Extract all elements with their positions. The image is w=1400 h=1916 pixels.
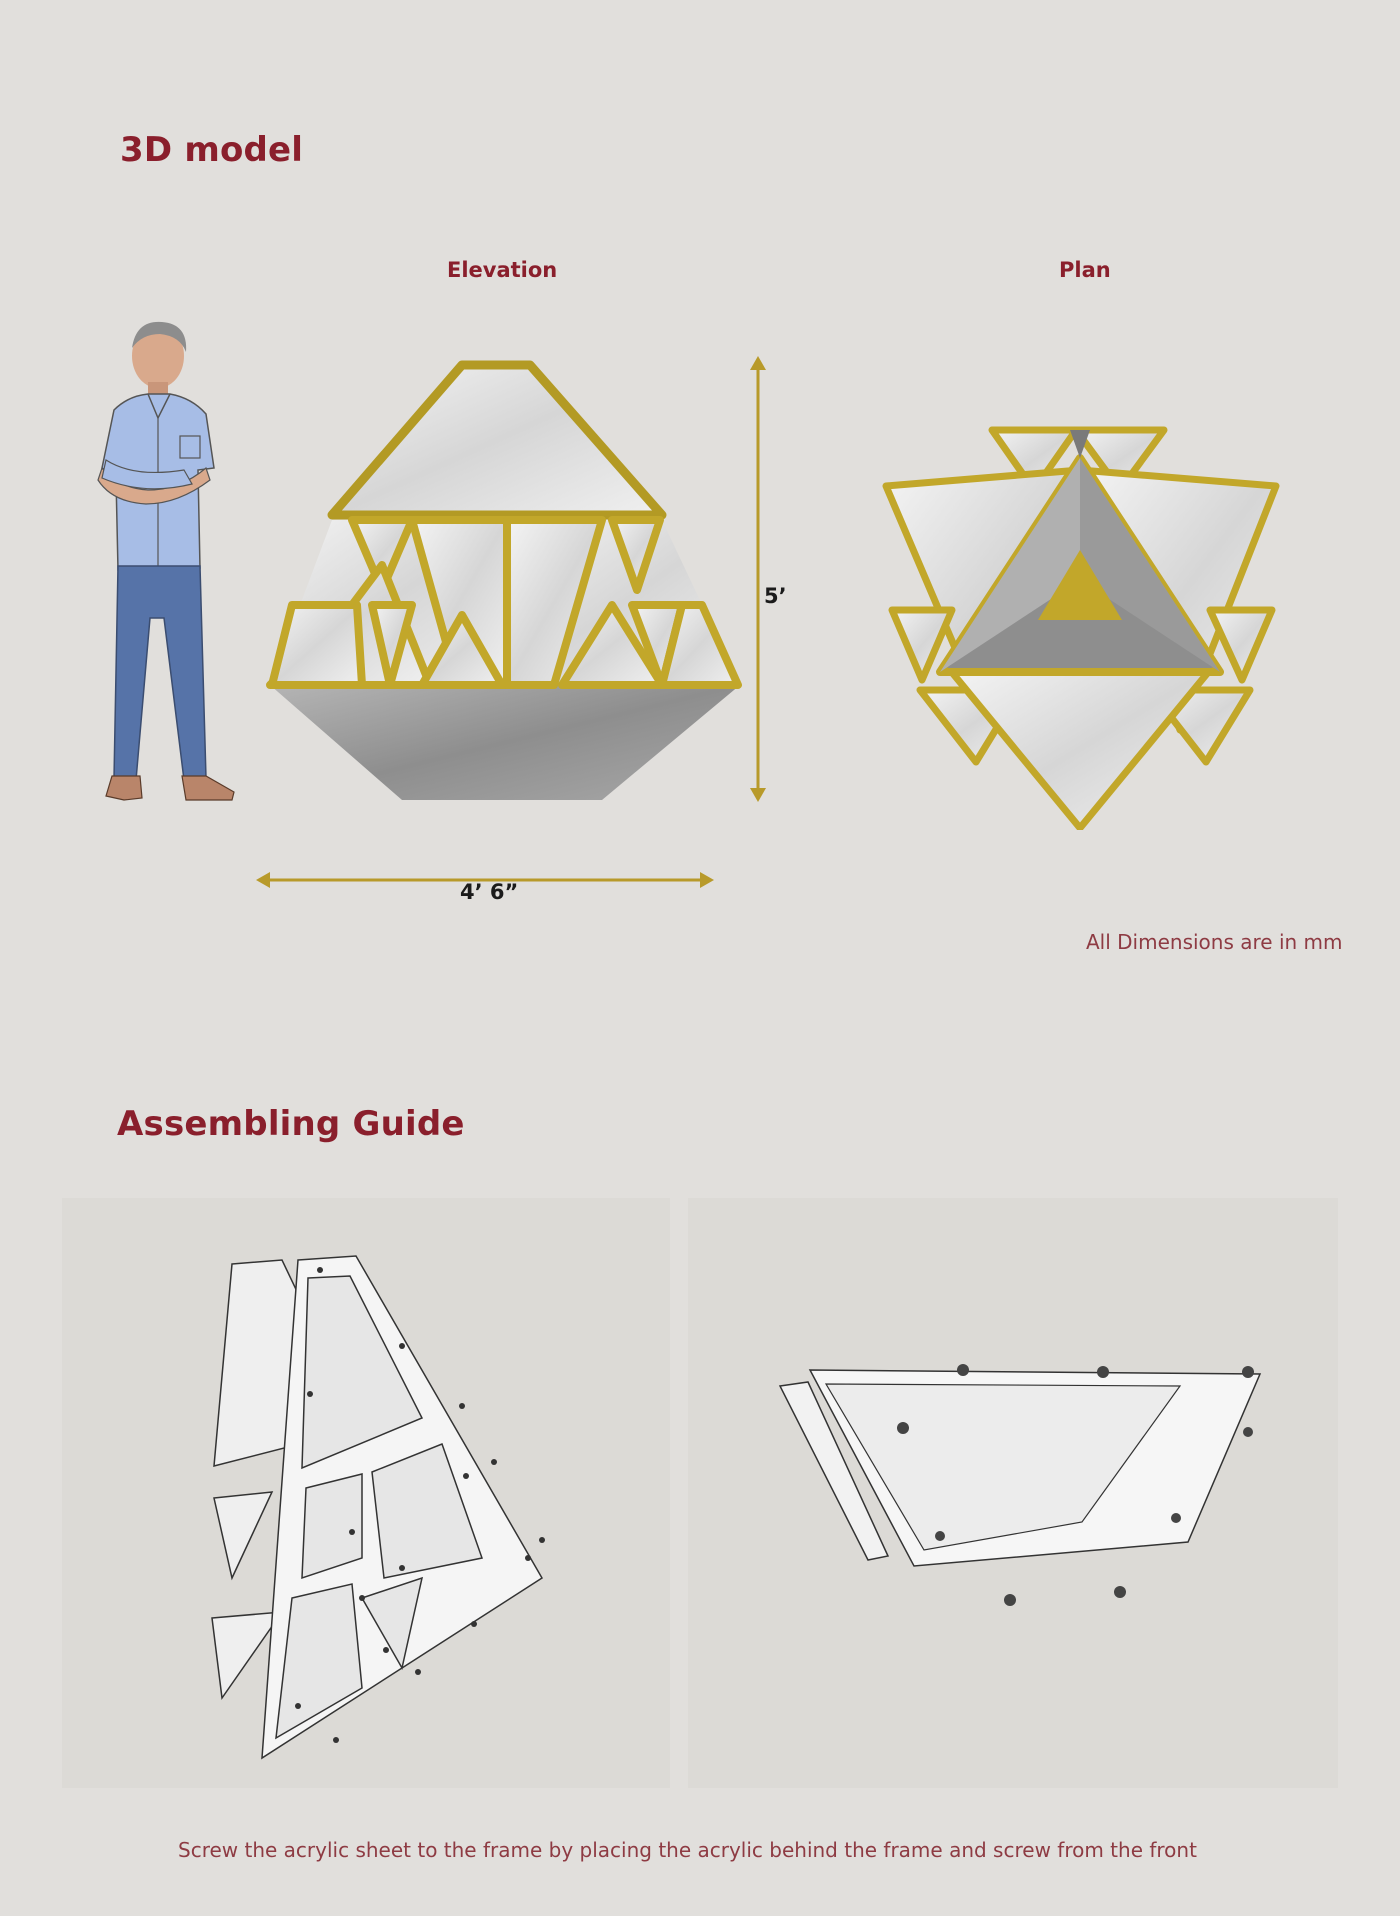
elevation-label: Elevation (447, 258, 558, 282)
plan-drawing (880, 390, 1280, 830)
human-scale-figure (88, 318, 288, 808)
height-dimension-label: 5’ (764, 584, 787, 608)
elevation-drawing (262, 355, 752, 805)
height-dimension-arrow (740, 354, 780, 804)
acrylic-sheet-drawing (688, 1198, 1338, 1788)
assembly-panel-frame (62, 1198, 670, 1788)
assembly-instruction: Screw the acrylic sheet to the frame by placing the acrylic behind the frame and screw from the front (178, 1838, 1197, 1862)
units-note: All Dimensions are in mm (1086, 930, 1343, 954)
plan-label: Plan (1059, 258, 1111, 282)
width-dimension-label: 4’ 6” (460, 880, 519, 904)
section-title-assembling-guide: Assembling Guide (117, 1104, 465, 1144)
assembly-panel-acrylic (688, 1198, 1338, 1788)
section-title-3d-model: 3D model (120, 130, 304, 170)
exploded-frame-drawing (62, 1198, 670, 1788)
